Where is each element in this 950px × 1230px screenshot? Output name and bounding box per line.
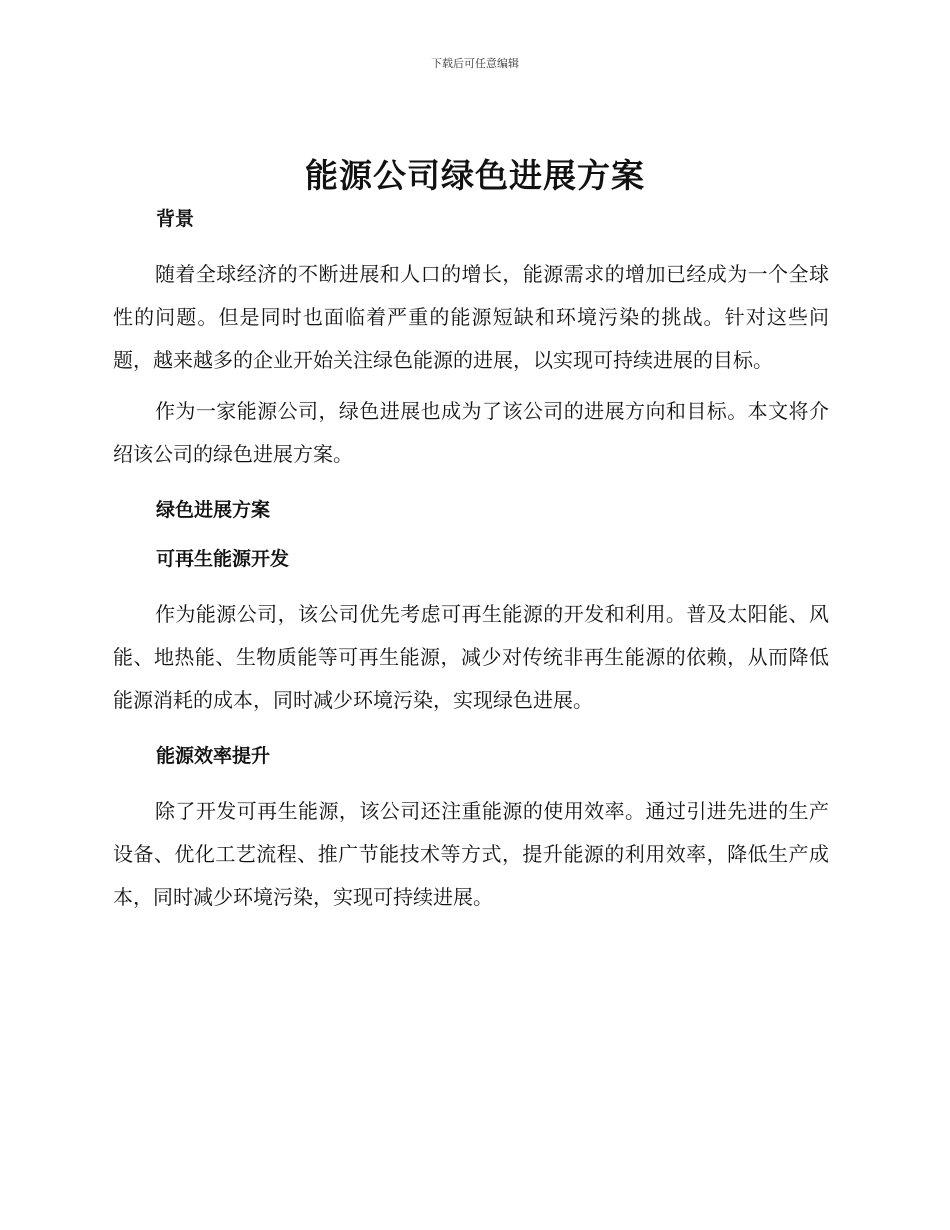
paragraph-renewable: 作为能源公司，该公司优先考虑可再生能源的开发和利用。普及太阳能、风能、地热能、生物质能等可再生能源，减少对传统非再生能源的依赖，从而降低能源消耗的成本，同时减少环境污染，实现绿色进展。 [113, 602, 829, 712]
section-heading-background: 背景 [156, 208, 195, 230]
paragraph-background-2: 作为一家能源公司，绿色进展也成为了该公司的进展方向和目标。本文将介绍该公司的绿色进展方案。 [113, 399, 829, 466]
paragraph-background-1: 随着全球经济的不断进展和人口的增长，能源需求的增加已经成为一个全球性的问题。但是同时也面临着严重的能源短缺和环境污染的挑战。针对这些问题，越来越多的企业开始关注绿色能源的进展，以实现可持续进展的目标。 [113, 262, 829, 372]
document-title: 能源公司绿色进展方案 [305, 156, 645, 195]
document-body [113, 204, 829, 919]
section-heading-plan: 绿色进展方案 [156, 499, 271, 521]
paragraph-efficiency: 除了开发可再生能源，该公司还注重能源的使用效率。通过引进先进的生产设备、优化工艺流程、推广节能技术等方式，提升能源的利用效率，降低生产成本，同时减少环境污染，实现可持续进展。 [113, 799, 829, 909]
section-heading-efficiency: 能源效率提升 [156, 745, 271, 767]
header-note: 下载后可任意编辑 [431, 57, 519, 70]
section-heading-renewable: 可再生能源开发 [156, 548, 290, 570]
